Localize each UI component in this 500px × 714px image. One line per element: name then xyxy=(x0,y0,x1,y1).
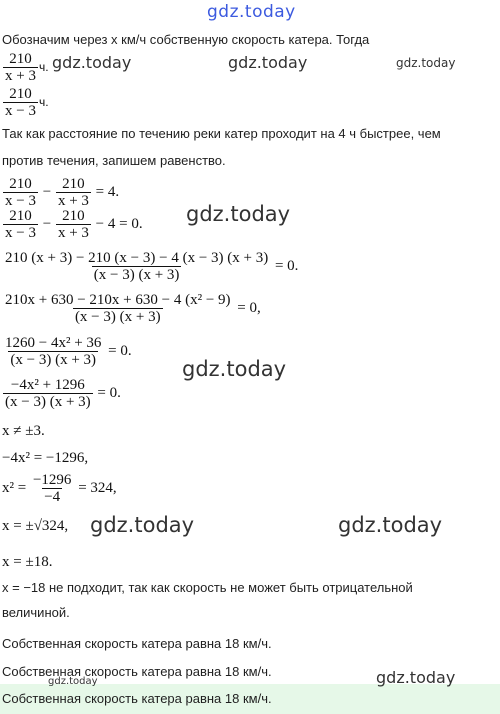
watermark: gdz.today xyxy=(52,53,132,72)
not-fit-line-2: величиной. xyxy=(2,605,70,620)
answer-line: Собственная скорость катера равна 18 км/ч. xyxy=(2,636,272,651)
intro-line: Обозначим через x км/ч собственную скорость катера. Тогда xyxy=(2,32,370,47)
watermark: gdz.today xyxy=(48,676,98,687)
equation-5: $\frac{\text{1260 − 4x² + 36}}{(x - 3) (x + 3)}$ = 0. xyxy=(5,335,132,368)
not-fit-line-1: x = −18 не подходит, так как скорость не может быть отрицательной xyxy=(2,580,413,595)
watermark: gdz.today xyxy=(376,668,456,687)
time-downstream: $\frac{210}{x + 3}$ ч. xyxy=(5,51,49,84)
watermark: gdz.today xyxy=(182,357,287,381)
condition-line-1: Так как расстояние по течению реки катер проходит на 4 ч быстрее, чем xyxy=(2,126,441,141)
time-upstream: $\frac{210}{x - 3}$ ч. xyxy=(5,86,49,119)
domain-restriction: x ≠ ±3. xyxy=(2,423,45,439)
watermark: gdz.today xyxy=(90,513,195,537)
equation-10: x = ±18. xyxy=(2,554,53,570)
equation-7: −4x² = −1296, xyxy=(2,450,89,466)
condition-line-2: против течения, запишем равенство. xyxy=(2,153,226,168)
equation-1: $\frac{210}{x - 3}$ − $\frac{210}{x + 3}$ = 4. xyxy=(5,176,120,209)
watermark-top: gdz.today xyxy=(207,2,296,22)
equation-2: $\frac{210}{x - 3}$ − $\frac{210}{x + 3}$ − 4 = 0. xyxy=(5,208,143,241)
equation-9: x = ±√324, xyxy=(2,518,69,534)
equation-6: $\frac{\text{−4x² + 1296}}{(x - 3) (x + 3)}$ = 0. xyxy=(5,377,121,410)
answer-line-highlighted: Собственная скорость катера равна 18 км/ч. xyxy=(2,691,272,706)
watermark: gdz.today xyxy=(186,202,291,226)
watermark: gdz.today xyxy=(396,56,456,70)
equation-3: $\frac{210 (x + 3) - 210 (x - 3) - 4 (x - 3) (x + 3)}{(x - 3) (x + 3)}$ = 0. xyxy=(5,250,299,283)
equation-4: $\frac{\text{210x + 630 − 210x + 630 − 4 (x² − 9)}}{(x - 3) (x + 3)}$ = 0, xyxy=(5,292,261,325)
answer-line: Собственная скорость катера равна 18 км/ч. xyxy=(2,664,272,679)
watermark: gdz.today xyxy=(228,53,308,72)
watermark: gdz.today xyxy=(338,513,443,537)
equation-8: x² = $\frac{-1296}{-4}$ = 324, xyxy=(2,472,117,505)
